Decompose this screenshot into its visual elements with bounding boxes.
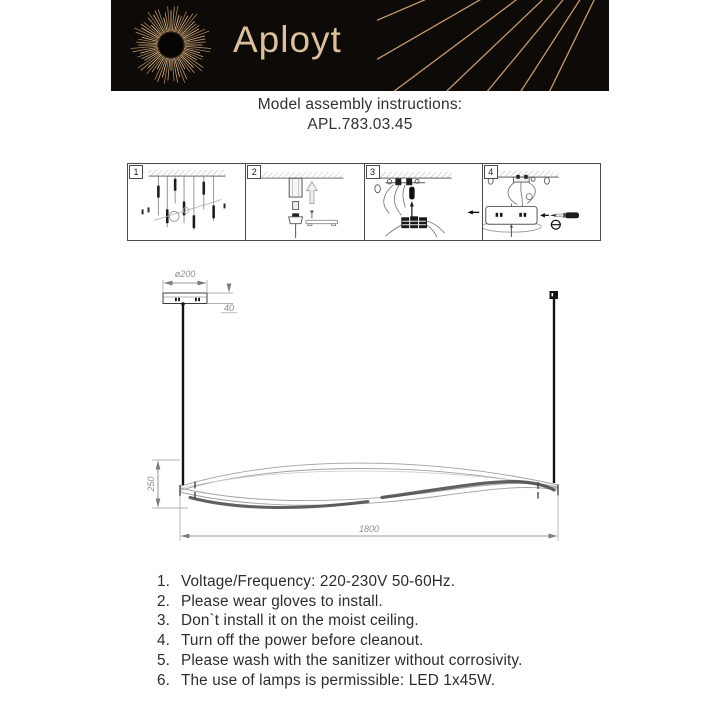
brand-banner xyxy=(111,0,609,91)
canopy-body xyxy=(485,203,536,224)
starburst-logo-icon xyxy=(127,2,215,90)
arrow-icon xyxy=(409,201,413,206)
instruction-item xyxy=(146,611,523,631)
dim-height-label: 40 xyxy=(223,303,235,313)
instruction-item xyxy=(146,592,523,612)
wires xyxy=(383,185,405,216)
screwdriver-icon xyxy=(550,212,579,218)
dimension-drawing xyxy=(130,250,600,570)
model-number: APL.783.03.45 xyxy=(307,115,413,133)
left-arrow-icon xyxy=(540,213,545,217)
instruction-number: 3. xyxy=(156,612,170,630)
title-block xyxy=(0,95,720,134)
instruction-text: Voltage/Frequency: 220-230V 50-60Hz. xyxy=(181,573,456,590)
ceiling-mount-right xyxy=(550,291,559,299)
terminal-block xyxy=(401,216,427,228)
assembly-steps xyxy=(127,163,601,241)
mounting-cup xyxy=(289,178,302,197)
assembly-step-1 xyxy=(128,164,246,240)
instruction-number: 1. xyxy=(156,573,170,590)
step-number: 4 xyxy=(484,165,498,179)
step-3-illustration xyxy=(365,164,483,240)
instruction-text: The use of lamps is permissible: LED 1x45W. xyxy=(181,671,496,689)
assembly-step-2 xyxy=(246,164,364,240)
canopy-part xyxy=(289,213,303,238)
starburst-center xyxy=(159,33,184,58)
step-number: 1 xyxy=(129,165,143,179)
left-arrow-icon xyxy=(467,210,472,214)
screw-symbol-icon xyxy=(551,220,561,229)
assembly-step-4 xyxy=(483,164,600,240)
ceiling-bracket xyxy=(374,178,424,192)
dim-length-label: 1800 xyxy=(358,524,380,534)
instruction-number: 2. xyxy=(156,592,170,610)
brand-logo-text: Aployt xyxy=(233,19,342,60)
dim-height xyxy=(207,284,237,313)
step-number: 2 xyxy=(247,165,261,179)
instruction-number: 5. xyxy=(156,651,170,669)
wave-fixture xyxy=(180,463,558,507)
instructions-title: Model assembly instructions: xyxy=(257,96,463,113)
step-number: 3 xyxy=(366,165,380,179)
lamp-segments xyxy=(158,179,213,228)
safety-instructions xyxy=(146,572,523,690)
instruction-text: Please wash with the sanitizer without corrosivity. xyxy=(181,651,523,669)
rays-decoration xyxy=(377,0,609,91)
dim-drop-label: 250 xyxy=(146,476,156,492)
dim-diameter-label: ø200 xyxy=(174,269,196,279)
bracket-part xyxy=(306,220,338,225)
instruction-item xyxy=(146,671,523,691)
instruction-item xyxy=(146,631,523,651)
up-arrow-icon xyxy=(307,182,318,204)
step-4-illustration xyxy=(483,164,601,240)
instruction-text: Please wear gloves to install. xyxy=(181,592,383,610)
connector-part xyxy=(409,187,414,200)
led-band-right xyxy=(382,482,554,498)
dim-diameter xyxy=(163,269,207,293)
dim-drop xyxy=(146,460,188,508)
step-1-illustration xyxy=(128,164,246,240)
instruction-text: Turn off the power before cleanout. xyxy=(181,632,424,650)
ceiling-canopy xyxy=(163,293,207,306)
instruction-number: 6. xyxy=(156,671,170,689)
instruction-number: 4. xyxy=(156,632,170,650)
dim-length xyxy=(180,496,558,541)
wires xyxy=(508,182,535,207)
instruction-item xyxy=(146,651,523,671)
instruction-text: Don`t install it on the moist ceiling. xyxy=(181,612,419,630)
instruction-item xyxy=(146,572,523,592)
assembly-step-3 xyxy=(365,164,483,240)
step-2-illustration xyxy=(246,164,364,240)
